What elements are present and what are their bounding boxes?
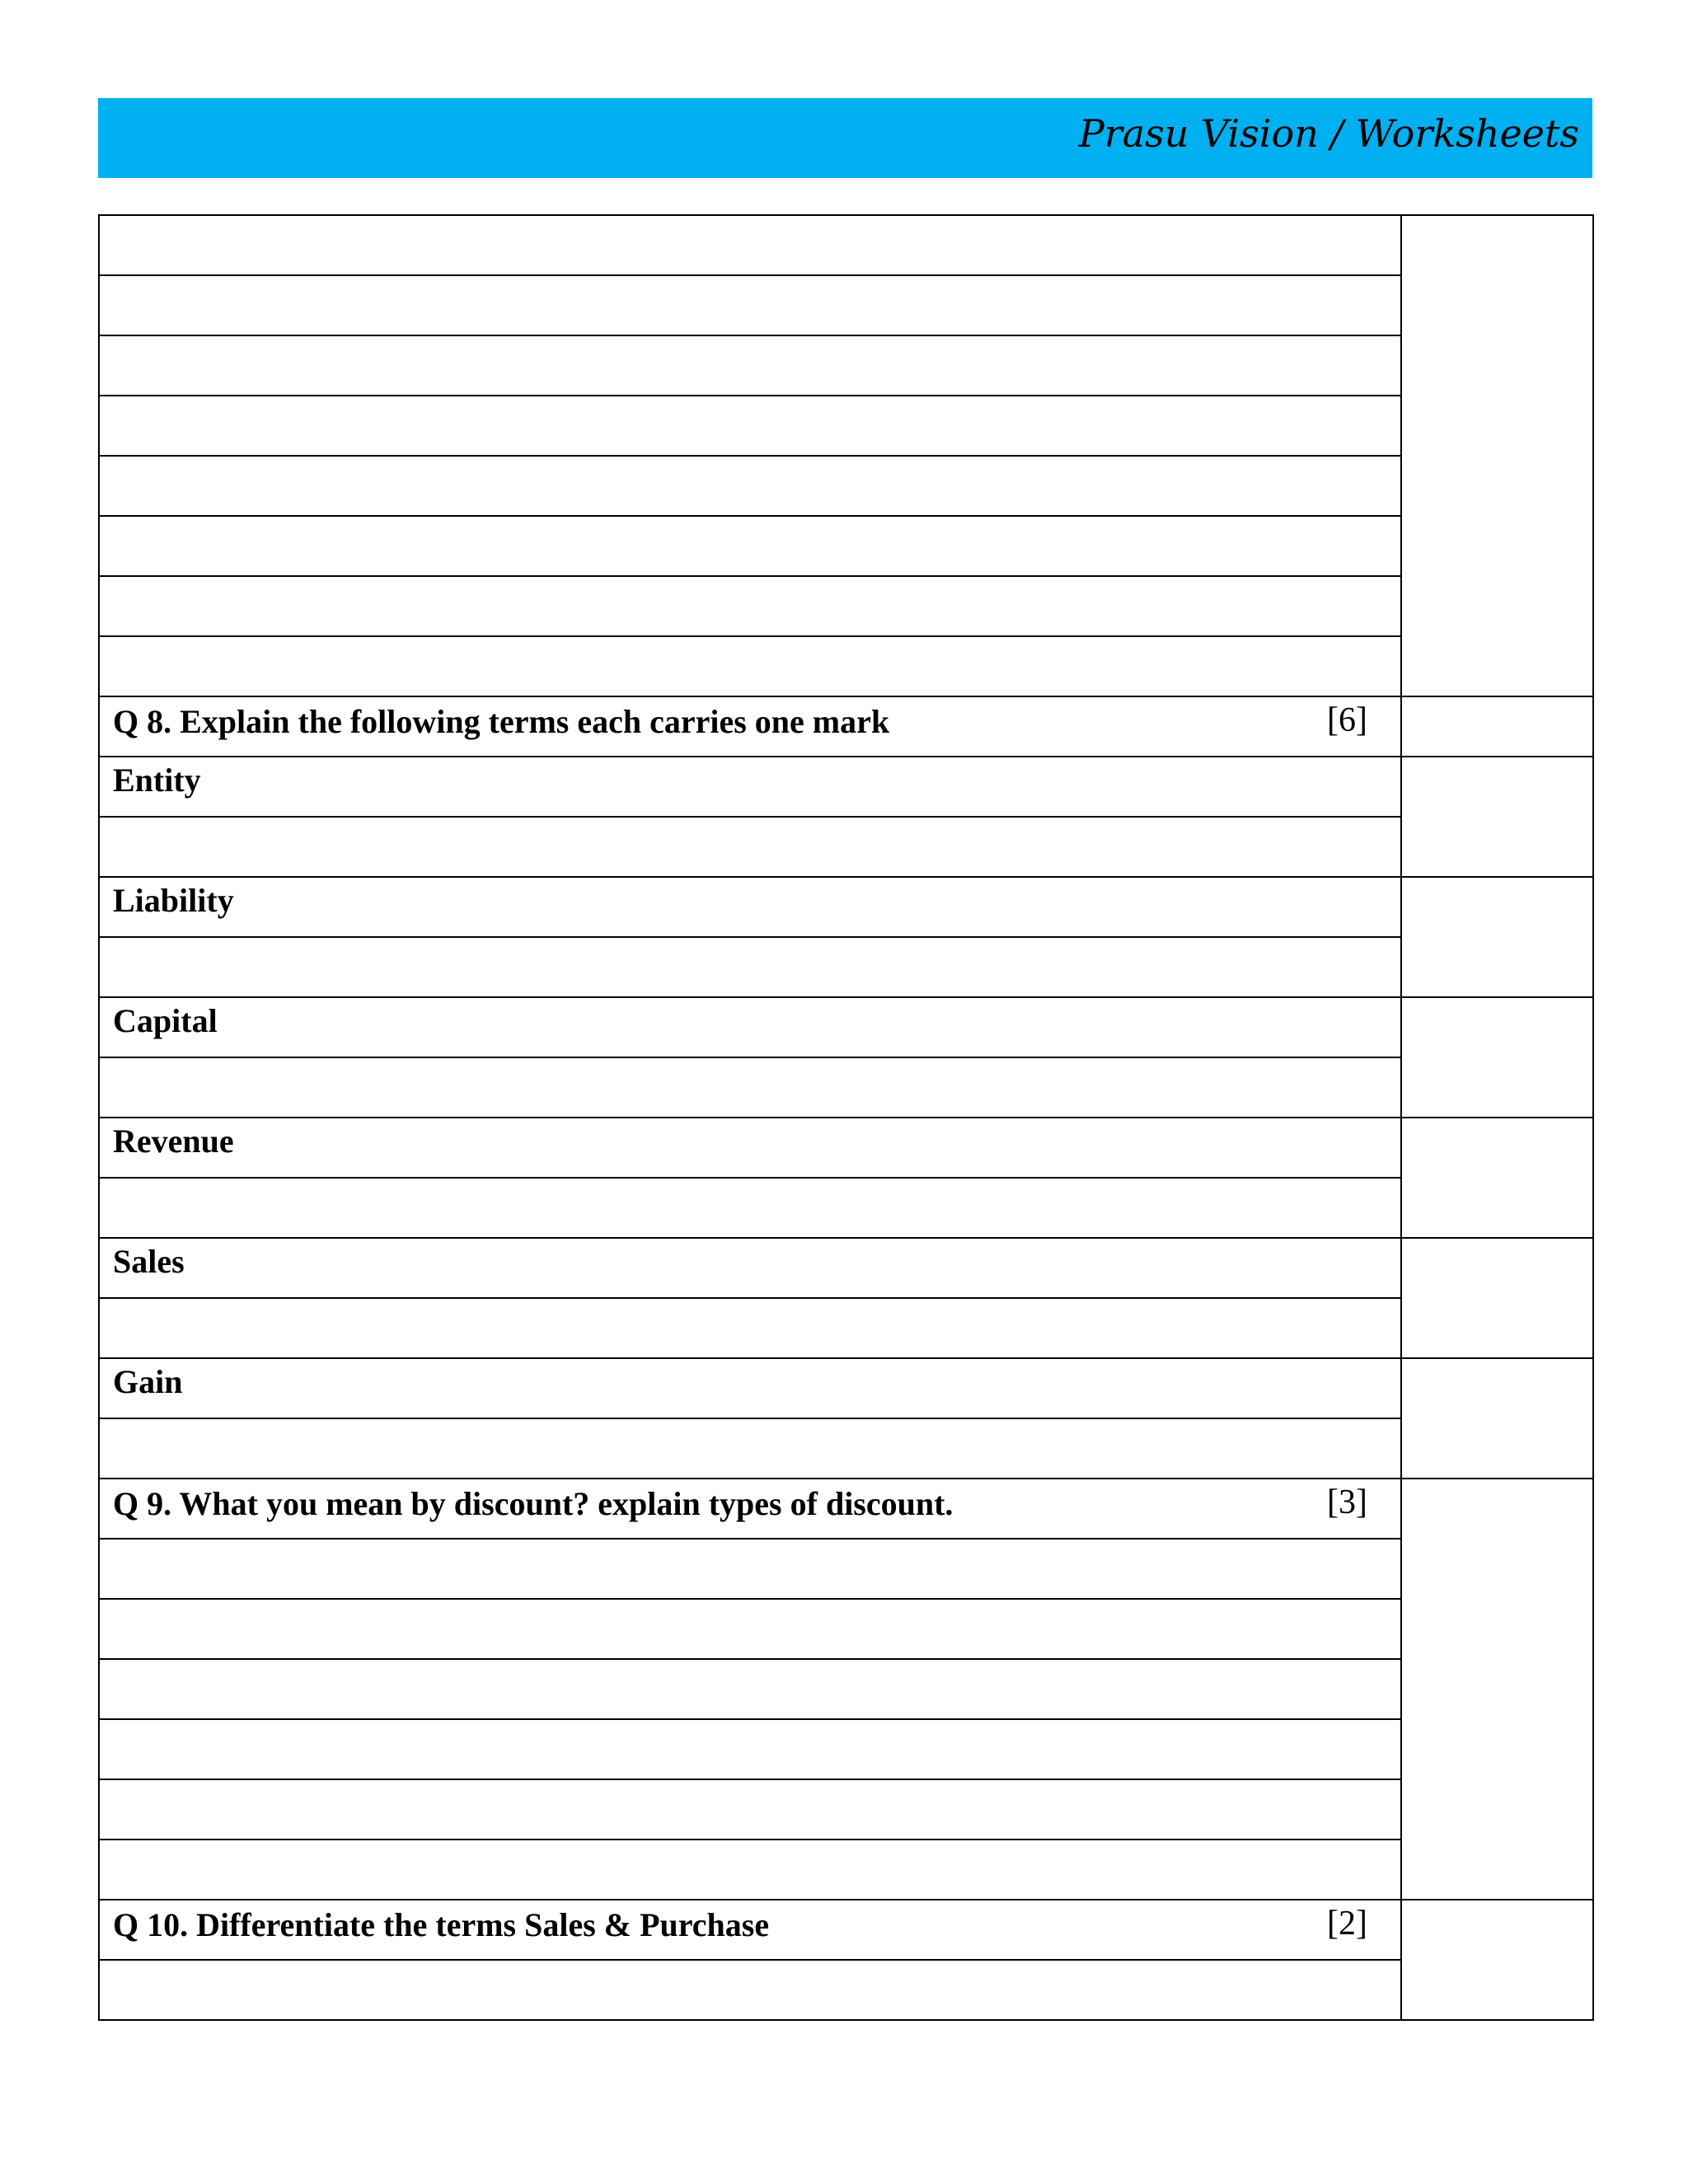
marks-cell [1401,1900,1593,2020]
answer-line[interactable] [99,1418,1401,1479]
answer-line[interactable] [99,396,1401,456]
answer-line[interactable] [99,576,1401,636]
answer-line[interactable] [99,1659,1401,1719]
header-title: Prasu Vision / Worksheets [1078,111,1579,156]
answer-line[interactable] [99,1779,1401,1840]
term-label: Revenue [113,1122,234,1160]
marks-cell [1401,997,1593,1118]
answer-line[interactable] [99,636,1401,696]
answer-line[interactable] [99,215,1401,275]
term-row [99,1358,1401,1418]
question-row-q8 [99,696,1401,757]
marks-cell [1401,877,1593,997]
question-marks: [2] [1327,1905,1367,1943]
answer-line[interactable] [99,1178,1401,1238]
worksheet-table [98,214,1592,2018]
answer-line[interactable] [99,516,1401,576]
question-row-q10 [99,1900,1401,1960]
term-row [99,757,1401,817]
question-marks: [3] [1327,1483,1367,1521]
question-text: Q 9. What you mean by discount? explain types of discount. [113,1485,954,1522]
term-row [99,1238,1401,1298]
marks-cell [1401,696,1593,757]
term-label: Gain [113,1363,183,1400]
answer-line[interactable] [99,1057,1401,1118]
answer-line[interactable] [99,1599,1401,1659]
marks-cell [1401,1479,1593,1900]
term-label: Sales [113,1243,185,1280]
question-row-q9 [99,1479,1401,1539]
answer-line[interactable] [99,1539,1401,1599]
term-row [99,1118,1401,1178]
marks-cell [1401,757,1593,877]
answer-line[interactable] [99,1298,1401,1358]
answer-line[interactable] [99,1719,1401,1779]
marks-cell [1401,1358,1593,1479]
marks-cell [1401,1238,1593,1358]
answer-line[interactable] [99,1840,1401,1900]
answer-line[interactable] [99,937,1401,997]
answer-line[interactable] [99,456,1401,516]
term-label: Capital [113,1002,218,1039]
answer-line[interactable] [99,335,1401,396]
term-label: Entity [113,762,201,799]
marks-cell [1401,215,1593,696]
question-text: Q 10. Differentiate the terms Sales & Purchase [113,1906,770,1943]
term-row [99,997,1401,1057]
marks-cell [1401,1118,1593,1238]
header-bar [98,98,1592,178]
question-marks: [6] [1327,701,1367,739]
question-text: Q 8. Explain the following terms each carries one mark [113,703,890,740]
term-label: Liability [113,882,234,919]
answer-line[interactable] [99,817,1401,877]
answer-line[interactable] [99,275,1401,335]
term-row [99,877,1401,937]
answer-line[interactable] [99,1960,1401,2020]
